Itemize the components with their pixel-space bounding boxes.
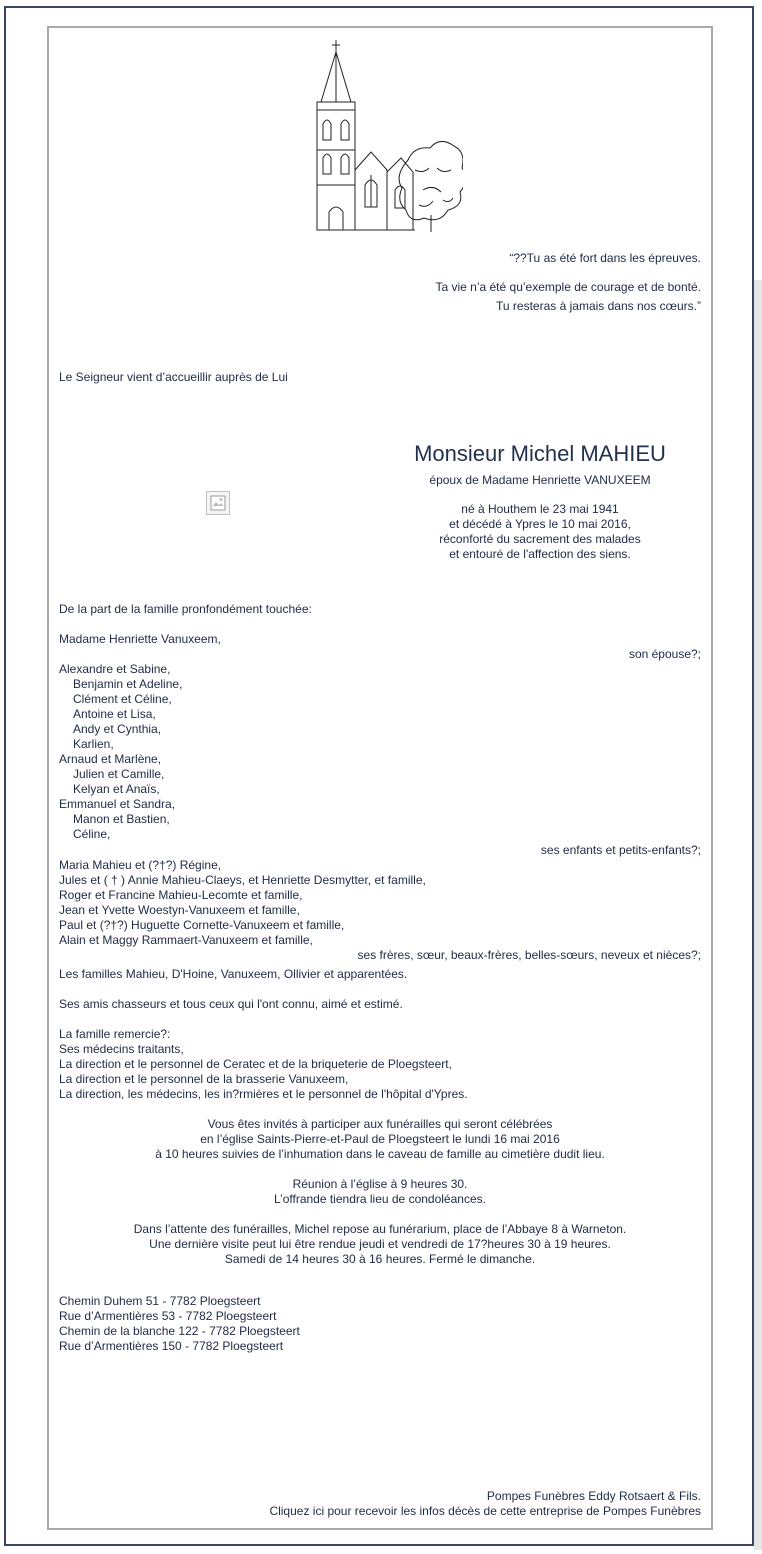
deceased-name: Monsieur Michel MAHIEU (414, 441, 666, 466)
detail-line: réconforté du sacrement des malades (439, 532, 641, 546)
spouse-role: son épouse?; (628, 647, 701, 661)
funeral-line: Vous êtes invités à participer aux funérailles qui seront célébrées (207, 1117, 553, 1131)
list-item: Paul et (?†?) Huguette Cornette-Vanuxeem et famille, (59, 918, 345, 932)
list-item: Andy et Cynthia, (73, 722, 162, 736)
list-item: La direction, les médecins, les in?rmières et le personnel de l'hôpital d'Ypres. (59, 1087, 468, 1101)
list-item: Emmanuel et Sandra, (59, 797, 176, 811)
list-item: Benjamin et Adeline, (73, 677, 183, 691)
list-item: Julien et Camille, (73, 767, 165, 781)
gathering-info (59, 1177, 701, 1207)
list-item: Jules et ( † ) Annie Mahieu-Claeys, et Henriette Desmytter, et famille, (59, 873, 426, 887)
deceased-spouse: époux de Madame Henriette VANUXEEM (429, 473, 651, 487)
visitation-line: Samedi de 14 heures 30 à 16 heures. Fermé le dimanche. (224, 1252, 536, 1266)
families-line: Les familles Mahieu, D'Hoine, Vanuxeem, Ollivier et apparentées. (59, 967, 408, 981)
list-item: Jean et Yvette Woestyn-Vanuxeem et famille, (59, 903, 300, 917)
funeral-info (59, 1117, 701, 1162)
spouse-name: Madame Henriette Vanuxeem, (59, 632, 221, 646)
list-item: Antoine et Lisa, (73, 707, 156, 721)
photo-placeholder-icon (206, 491, 230, 515)
list-item: La famille remercie?: (59, 1027, 171, 1041)
address-line: Rue d’Armentières 150 - 7782 Ploegsteert (59, 1339, 284, 1353)
funeral-company: Pompes Funèbres Eddy Rotsaert & Fils. (486, 1489, 701, 1503)
list-item: La direction et le personnel de la brasserie Vanuxeem, (59, 1072, 349, 1086)
subscribe-link[interactable]: Cliquez ici pour recevoir les infos décès de cette entreprise de Pompes Funèbres (269, 1504, 701, 1518)
list-item: Manon et Bastien, (73, 812, 170, 826)
list-item: Arnaud et Marlène, (59, 752, 162, 766)
address-line: Chemin de la blanche 122 - 7782 Ploegsteert (59, 1324, 300, 1338)
detail-line: et entouré de l'affection des siens. (449, 547, 631, 561)
list-item: Alexandre et Sabine, (59, 662, 171, 676)
funeral-line: à 10 heures suivies de l’inhumation dans le caveau de famille au cimetière dudit lieu. (155, 1147, 605, 1161)
church-illustration (303, 40, 463, 235)
siblings-role: ses frères, sœur, beaux-frères, belles-sœurs, neveux et nièces?; (357, 948, 701, 962)
list-item: Ses médecins traitants, (59, 1042, 184, 1056)
list-item: La direction et le personnel de Ceratec et de la briqueterie de Ploegsteert, (59, 1057, 452, 1071)
deceased-details (395, 502, 685, 562)
intro-text: Le Seigneur vient d’accueillir auprès de Lui (59, 370, 288, 384)
quote-line-3: Tu resteras à jamais dans nos cœurs.” (496, 299, 701, 313)
list-item: Kelyan et Anaïs, (73, 782, 160, 796)
family-header: De la part de la famille pronfondément touchée: (59, 602, 312, 616)
list-item: Clément et Céline, (73, 692, 172, 706)
quote-line-2: Ta vie n’a été qu’exemple de courage et de bonté. (435, 280, 701, 294)
list-item: Céline, (73, 827, 111, 841)
address-line: Chemin Duhem 51 - 7782 Ploegsteert (59, 1294, 261, 1308)
children-role: ses enfants et petits-enfants?; (540, 843, 701, 857)
detail-line: et décédé à Ypres le 10 mai 2016, (449, 517, 631, 531)
visitation-line: Une dernière visite peut lui être rendue jeudi et vendredi de 17?heures 30 à 19 heures. (149, 1237, 611, 1251)
gathering-line: Réunion à l’église à 9 heures 30. (292, 1177, 468, 1191)
list-item: Karlien, (73, 737, 114, 751)
detail-line: né à Houthem le 23 mai 1941 (461, 502, 619, 516)
visitation-info (59, 1222, 701, 1267)
thanks-list (59, 1027, 468, 1102)
side-strip (754, 280, 762, 1550)
list-item: Alain et Maggy Rammaert-Vanuxeem et famille, (59, 933, 313, 947)
address-line: Rue d’Armentières 53 - 7782 Ploegsteert (59, 1309, 277, 1323)
siblings-list (59, 858, 426, 948)
friends-line: Ses amis chasseurs et tous ceux qui l'ont connu, aimé et estimé. (59, 997, 403, 1011)
funeral-line: en l’église Saints-Pierre-et-Paul de Ploegsteert le lundi 16 mai 2016 (200, 1132, 560, 1146)
list-item: Maria Mahieu et (?†?) Régine, (59, 858, 222, 872)
visitation-line: Dans l’attente des funérailles, Michel repose au funérarium, place de l’Abbaye 8 à Warneton. (133, 1222, 627, 1236)
deceased-block (395, 440, 685, 562)
address-list (59, 1294, 300, 1354)
children-list (59, 662, 182, 842)
list-item: Roger et Francine Mahieu-Lecomte et famille, (59, 888, 303, 902)
gathering-line: L’offrande tiendra lieu de condoléances. (274, 1192, 486, 1206)
quote-line-1: “??Tu as été fort dans les épreuves. (509, 251, 701, 265)
